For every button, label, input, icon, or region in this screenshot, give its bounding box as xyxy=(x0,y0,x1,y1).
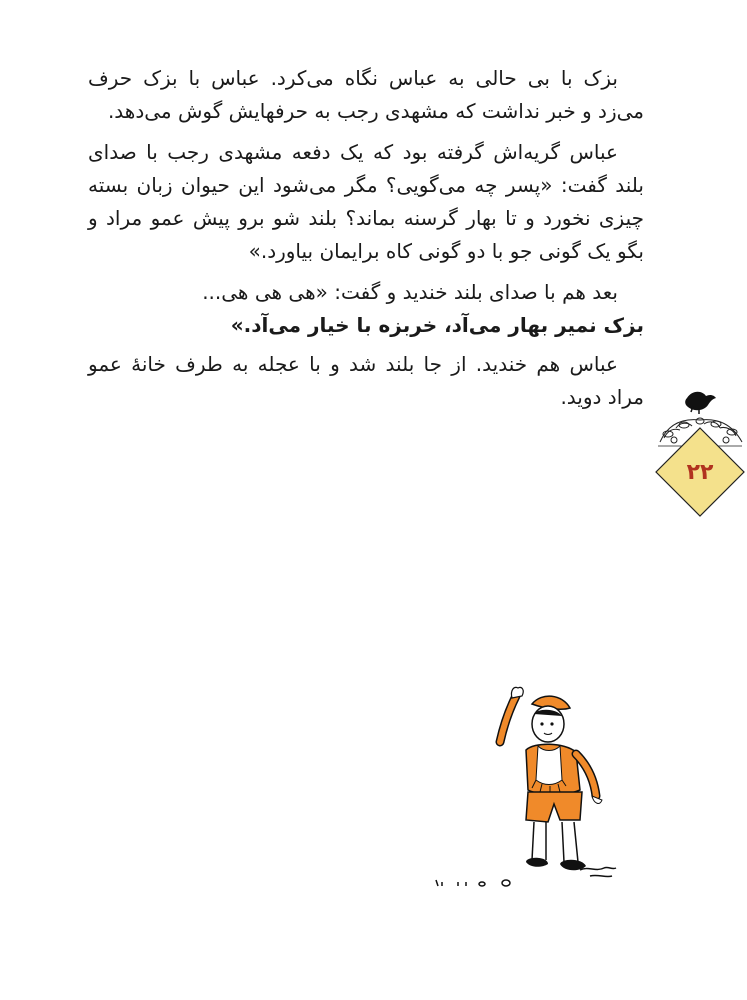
paragraph-1: بزک با بی حالی به عباس نگاه می‌کرد. عباس با بزک حرف می‌زد و خبر نداشت که مشهدی رجب به حرفهایش گوش می‌دهد. xyxy=(88,66,644,123)
paragraph-3-text: بعد هم با صدای بلند خندید و گفت: «هی هی هی... xyxy=(202,280,618,304)
page-number: ۲۲ xyxy=(686,459,714,485)
proverb-line: بزک نمیر بهار می‌آد، خربزه با خیار می‌آد.» xyxy=(230,313,644,337)
boy-drawing xyxy=(430,680,640,895)
page-text xyxy=(88,62,644,422)
boy-illustration xyxy=(430,680,640,895)
paragraph-3 xyxy=(88,276,644,342)
paragraph-4: عباس هم خندید. از جا بلند شد و با عجله به طرف خانهٔ عمو مراد دوید. xyxy=(88,352,644,409)
page-number-ornament xyxy=(654,380,746,522)
bird-icon xyxy=(685,392,716,414)
ground-marks xyxy=(436,867,616,886)
paragraph-2: عباس گریه‌اش گرفته بود که یک دفعه مشهدی رجب با صدای بلند گفت: «پسر چه می‌گویی؟ مگر می‌شود این حیوان زبان بسته چیزی نخورد و تا بهار گرسنه بماند؟ بلند شو برو پیش عمو مراد و بگو یک گونی جو با دو گونی کاه برایمان بیاورد.» xyxy=(88,140,644,263)
